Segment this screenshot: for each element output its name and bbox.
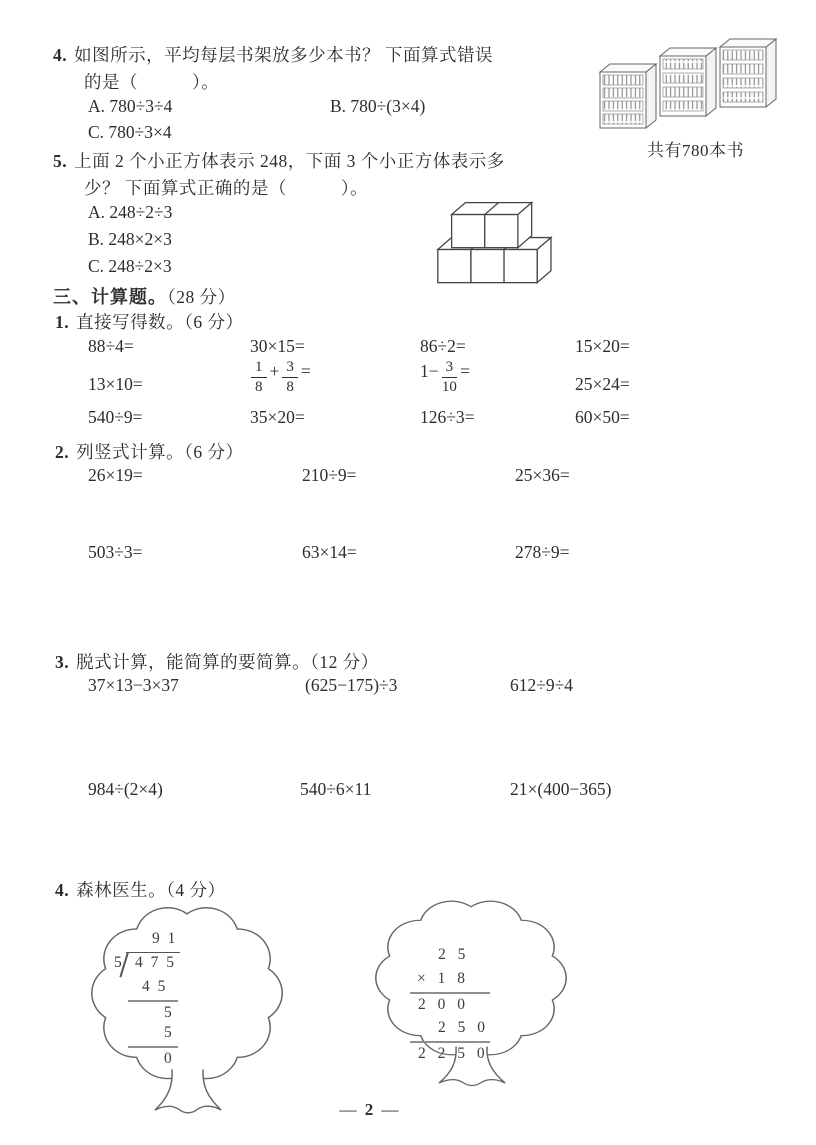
fraction-numerator: 3: [442, 360, 458, 378]
calc-expression: 612÷9÷4: [510, 675, 573, 695]
calc-expression-fraction: [248, 360, 311, 395]
question-5-option-c: C. 248÷2×3: [88, 256, 172, 276]
equals-sign: =: [300, 361, 311, 381]
fraction-denominator: 8: [286, 379, 294, 395]
calc2-title-text: 列竖式计算。（6 分）: [76, 442, 244, 462]
calc-expression: 540÷9=: [88, 407, 143, 427]
calc-expression: 210÷9=: [302, 465, 357, 485]
multiplication-partial-1: 2 0 0: [418, 996, 469, 1013]
question-4-line2: 的是（ ）。: [84, 72, 220, 92]
fraction-numerator: 1: [251, 360, 267, 378]
calc4-number: 4.: [55, 880, 70, 900]
bookshelf-figure: [598, 38, 793, 161]
calc-expression: 30×15=: [250, 336, 305, 356]
division-partial-1: 4 5: [142, 978, 168, 995]
calc-expression: 278÷9=: [515, 542, 570, 562]
division-partial-2: 5: [164, 1024, 174, 1041]
fraction: [251, 360, 267, 395]
question-5-line2: 少？ 下面算式正确的是（ ）。: [84, 178, 369, 198]
multiplication-factor-2: × 1 8: [417, 970, 469, 987]
fraction-denominator: 10: [441, 379, 457, 395]
calc-expression: 984÷(2×4): [88, 779, 163, 799]
division-remainder: 0: [164, 1050, 174, 1067]
division-quotient: 9 1: [152, 930, 178, 947]
calc-expression: 21×(400−365): [510, 779, 612, 799]
multiplication-rule-2: [410, 1041, 490, 1043]
calc-expression: 13×10=: [88, 374, 143, 394]
bookshelf-figure-drawing: [598, 38, 793, 134]
calc-expression: 15×20=: [575, 336, 630, 356]
question-5-text: 上面 2 个小正方体表示 248，下面 3 个小正方体表示多: [74, 151, 505, 171]
calc3-title: [55, 649, 379, 674]
calc3-title-text: 脱式计算，能简算的要简算。（12 分）: [76, 652, 379, 672]
question-4-number: 4.: [53, 45, 68, 65]
calc-expression: 26×19=: [88, 465, 143, 485]
question-4-line1: [53, 42, 493, 67]
multiplication-product: 2 2 5 0: [418, 1045, 489, 1062]
tree-figure-multiplication: [364, 896, 578, 1092]
section-3-title: 三、计算题。: [53, 287, 167, 307]
page-number-dash-left: —: [339, 1100, 359, 1119]
calc-expression: 126÷3=: [420, 407, 475, 427]
multiplication-partial-2: 2 5 0: [438, 1019, 489, 1036]
operator: +: [269, 361, 280, 381]
multiplication-factor-1: 2 5: [438, 946, 470, 963]
page-number-value: 2: [364, 1100, 376, 1119]
calc-expression: 88÷4=: [88, 336, 134, 356]
calc-expression: 503÷3=: [88, 542, 143, 562]
fraction: [282, 360, 298, 395]
division-rule-1: [128, 1000, 178, 1002]
calc1-title: [55, 309, 244, 334]
division-bring-down: 5: [164, 1004, 174, 1021]
question-4-option-a: A. 780÷3÷4: [88, 96, 173, 116]
division-rule-2: [128, 1046, 178, 1048]
cubes-figure-drawing: [428, 198, 593, 290]
calc-expression: 86÷2=: [420, 336, 466, 356]
fraction: [442, 360, 458, 395]
fraction-denominator: 8: [255, 379, 263, 395]
bookshelf-caption: 共有780本书: [647, 141, 744, 160]
cubes-figure: [428, 198, 593, 290]
question-5-number: 5.: [53, 151, 68, 171]
calc2-number: 2.: [55, 442, 70, 462]
calc1-title-text: 直接写得数。（6 分）: [76, 312, 244, 332]
question-5-option-a: A. 248÷2÷3: [88, 202, 173, 222]
calc-expression-fraction: [420, 360, 470, 395]
calc2-title: [55, 439, 244, 464]
multiplication-rule-1: [410, 992, 490, 994]
section-3-header: [53, 283, 236, 309]
calc3-number: 3.: [55, 652, 70, 672]
fraction-numerator: 3: [282, 360, 298, 378]
question-4-option-c: C. 780÷3×4: [88, 122, 172, 142]
calc-expression: 35×20=: [250, 407, 305, 427]
calc-expression: 25×36=: [515, 465, 570, 485]
equals-sign: =: [460, 361, 470, 381]
division-dividend: 4 7 5: [126, 952, 180, 972]
calc4-title: [55, 877, 226, 902]
calc-expression: 540÷6×11: [300, 779, 372, 799]
calc4-title-text: 森林医生。（4 分）: [76, 880, 226, 900]
calc-expression: 37×13−3×37: [88, 675, 179, 695]
calc-expression: 60×50=: [575, 407, 630, 427]
question-5-line1: [53, 148, 505, 173]
question-4-option-b: B. 780÷(3×4): [330, 96, 426, 116]
question-5-option-b: B. 248×2×3: [88, 229, 172, 249]
question-4-text: 如图所示，平均每层书架放多少本书？ 下面算式错误: [74, 45, 493, 65]
calc-expression: 25×24=: [575, 374, 630, 394]
calc-expression: (625−175)÷3: [305, 675, 398, 695]
calc1-number: 1.: [55, 312, 70, 332]
tree-outline: [80, 902, 294, 1120]
page-number: [290, 1100, 450, 1120]
division-divisor: 5: [114, 954, 124, 971]
page-number-dash-right: —: [381, 1100, 401, 1119]
section-3-score: （28 分）: [167, 287, 236, 307]
fraction-lead: 1−: [420, 361, 439, 381]
tree-figure-division: [80, 902, 294, 1120]
calc-expression: 63×14=: [302, 542, 357, 562]
